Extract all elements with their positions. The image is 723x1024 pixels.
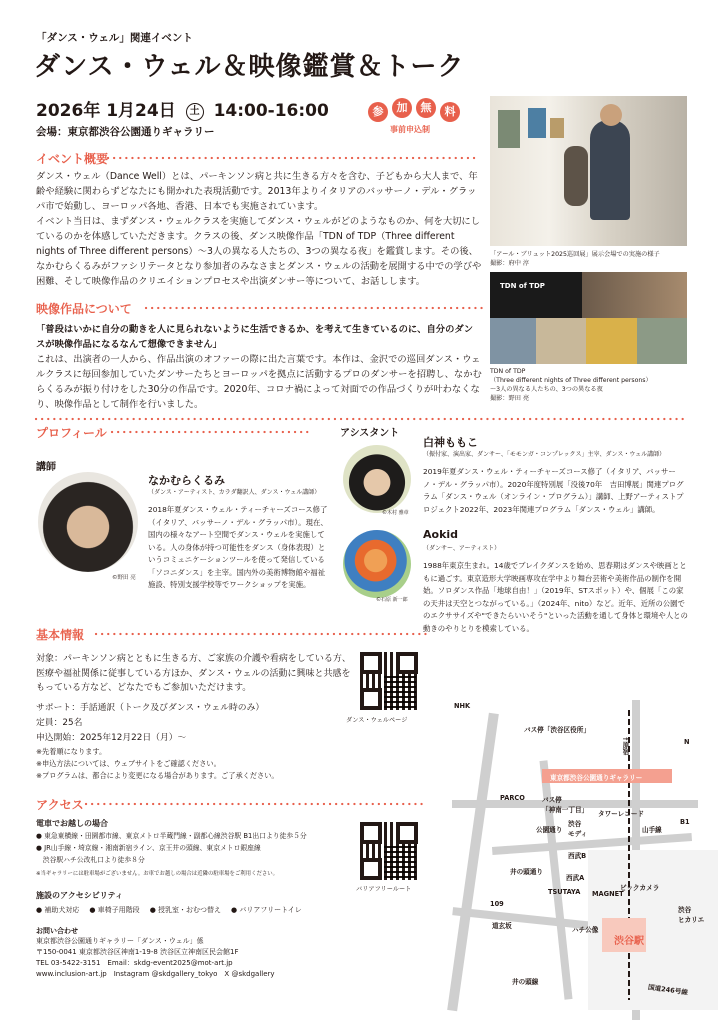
accessibility-item: ● バリアフリートイレ: [231, 906, 302, 914]
map-label: MAGNET: [592, 890, 624, 898]
assistant-role: （ダンサー、アーティスト）: [423, 545, 501, 552]
assistant-name: Aokid: [423, 528, 459, 541]
map-label: 井の頭通り: [510, 868, 543, 876]
lecturer-name: なかむらくるみ: [148, 474, 225, 487]
lecturer-label: 講師: [36, 462, 56, 473]
dance-well-qr-code[interactable]: [360, 652, 418, 710]
qr-caption: バリアフリールート: [356, 886, 412, 893]
accessibility-list: [36, 905, 302, 915]
map-label: 渋谷駅: [614, 936, 644, 947]
accessibility-item: ● 車椅子用階段: [89, 906, 140, 914]
map-label: NHK: [454, 702, 471, 710]
time-text: 14:00-16:00: [213, 101, 329, 121]
film-section-title: 映像作品について: [36, 302, 132, 316]
film-quote: 「普段はいかに自分の動きを人に見られないように生活できるか、を考えて生きているのに、自分のダンスが映像作品になるなんて想像できません」: [36, 324, 474, 350]
map-label: 渋谷 ヒカリエ: [678, 906, 705, 924]
contact-line: www.inclusion-art.jp Instagram @skdgallery_tokyo X @skdgallery: [36, 970, 275, 978]
film-still: [490, 272, 687, 364]
film-caption-3: 〜3人の異なる人たちの、3つの異なる夜: [490, 386, 603, 393]
assistant-role: （振付家、演出家、ダンサー、「モモンガ・コンプレックス」主宰、ダンス・ウェル講師）: [423, 451, 666, 458]
map-label: PARCO: [500, 794, 525, 802]
divider-dots: [146, 305, 482, 311]
gallery-credit: 撮影：府中 淳: [490, 260, 530, 267]
map-label: 道玄坂: [492, 922, 512, 930]
badge-char: 料: [440, 102, 460, 122]
assistant-label: アシスタント: [340, 428, 400, 439]
map-label: 井の頭線: [512, 978, 539, 986]
film-body: これは、出演者の一人から、作品出演のオファーの際に出た言葉です。本作は、金沢での巡回ダンス・ウェルクラスに毎回参加していたダンサーたちとヨーロッパを拠点に活動するプロのダンサーを招聘し、なかむらくるみが振り付けをした30分の作品です。2020年、コロナ禍によって対面での作品づくりが叶わなくなり、映像作品として制作を行いました。: [36, 354, 482, 410]
map-label: B1: [680, 818, 690, 826]
train-heading: 電車でお越しの場合: [36, 819, 108, 828]
date-text: 2026年 1月24日: [36, 101, 176, 121]
film-caption-1: TDN of TDP: [490, 368, 526, 375]
assistant-photo: [343, 445, 411, 513]
film-title-overlay: TDN of TDP: [500, 282, 545, 290]
contact-line: 東京都渋谷公園通りギャラリー「ダンス・ウェル」係: [36, 937, 204, 945]
divider-dots: [96, 631, 426, 637]
assistant-photo: [343, 530, 411, 598]
lecturer-role: （ダンス・アーティスト、カラダ翻訳人、ダンス・ウェル講師）: [148, 489, 321, 496]
info-note: ※プログラムは、都合により変更になる場合があります。ご了承ください。: [36, 771, 279, 780]
badge-char: 加: [392, 98, 412, 118]
event-overview-p1: ダンス・ウェル（Dance Well）とは、パーキンソン病と共に生きる方々を含む、子どもから大人まで、年齢や経験に関わらずどなたにも開かれた表現活動です。2013年よりイタリアのバッサーノ・デル・グラッパ市で始動し、ヨーロッパ各地、香港、日本でも実施されています。: [36, 171, 478, 212]
divider-dots: [108, 155, 478, 161]
lecturer-photo: [38, 472, 138, 572]
page-title: ダンス・ウェル＆映像鑑賞＆トーク: [34, 52, 465, 82]
basic-info-title: 基本情報: [36, 628, 85, 642]
accessibility-item: ● 授乳室・おむつ替え: [149, 906, 222, 914]
free-badge: [368, 98, 478, 138]
qr-caption: ダンス・ウェルページ: [346, 717, 408, 724]
map-label: 山手線: [642, 826, 662, 834]
access-map: [452, 700, 705, 1020]
gallery-photo: [490, 96, 687, 246]
assistant-name: 白神ももこ: [423, 436, 478, 449]
venue: 会場：東京都渋谷公園通りギャラリー: [36, 126, 215, 138]
film-credit: 撮影：野田 亮: [490, 395, 530, 402]
accessibility-item: ● 補助犬対応: [36, 906, 80, 914]
profile-title: プロフィール: [36, 426, 107, 440]
map-label: TSUTAYA: [548, 888, 581, 896]
map-label: タワーレコード: [598, 810, 645, 818]
contact-heading: お問い合わせ: [36, 927, 78, 935]
map-label: 公園通り: [536, 826, 563, 834]
badge-note: 事前申込制: [390, 125, 430, 134]
weekday-circle: 土: [186, 103, 204, 121]
film-caption-2: （Three different nights of Three different persons）: [490, 377, 652, 384]
assistant-bio: 2019年夏ダンス・ウェル・ティーチャーズコース修了（イタリア、バッサーノ・デル・グラッパ市）。2020年度特別展「没後70年 吉田博展」関連プログラム「ダンス・ウェル（オンライン・プログラム）」講師、上野アーティストプロジェクト2022年、2023年関連プログラム「ダンス・ウェル」講師。: [423, 467, 684, 514]
access-title: アクセス: [36, 798, 84, 812]
capacity-text: 定員：25名: [36, 718, 83, 728]
event-date: [36, 96, 329, 121]
pre-title: 「ダンス・ウェル」関連イベント: [36, 32, 193, 44]
map-label: ビックカメラ: [620, 884, 660, 892]
map-label: ハチ公像: [572, 926, 599, 934]
map-label: ↑原宿: [621, 736, 629, 755]
contact-line: TEL 03-5422-3151 Email：skdg-event2025@mot-art.jp: [36, 959, 233, 967]
lecturer-photo-credit: ©野田 亮: [112, 575, 136, 581]
event-overview-p2: イベント当日は、まずダンス・ウェルクラスを実施してダンス・ウェルがどのようなものか、何を大切にしているのかを体感していただきます。クラスの後、ダンス映像作品「TDN of TDP（Three different nights of Three different persons）〜3人の異なる人たちの、3つの異なる夜」を鑑賞します。その後、なかむらくるみがファシリテータとなり参加者のみなさまとダンス・ウェルの活動を展開する中での学びや困難、そして映像作品のクリエイションプロセスや出演ダンサー等について、お話しします。: [36, 216, 482, 287]
train-line: 渋谷駅ハチ公改札口より徒歩８分: [36, 856, 145, 864]
train-line: ● JR山手線・埼京線・湘南新宿ライン、京王井の頭線、東京メトロ銀座線: [36, 844, 261, 852]
badge-char: 参: [368, 102, 388, 122]
event-overview-title: イベント概要: [36, 152, 109, 166]
target-text: 対象：パーキンソン病とともに生きる方、ご家族の介護や看病をしている方、医療や福祉関係に従事している方ほか、ダンス・ウェルの活動に興味と共感をもっている方など、どなたでもご参加いただけます。: [36, 654, 351, 693]
barrier-free-qr-code[interactable]: [360, 822, 418, 880]
north-arrow: N: [684, 738, 690, 746]
map-label: 西武A: [566, 874, 585, 882]
map-label: 東京都渋谷公園通りギャラリー: [550, 774, 643, 782]
map-label: 109: [490, 900, 504, 908]
accessibility-heading: 施設のアクセシビリティ: [36, 891, 123, 900]
application-text: 申込開始：2025年12月22日（月）〜: [36, 733, 187, 743]
map-label: 西武B: [568, 852, 587, 860]
assistant-bio: 1988年東京生まれ。14歳でブレイクダンスを始め、思春期はダンスや映画とともに過ごす。東京造形大学映画専攻在学中より舞台芸術や美術作品の制作を開始。ソロダンス作品「地球自由！」（2019年、STスポット）や、個展「この家の天井は天空とつながっている。」（2024年、nito）など。近年、近所の公園でのエクササイズや"できたらいいそう"といった活動を通して身体と環境や人との動きのやりとりを模索している。: [423, 561, 688, 633]
divider-dots: [86, 801, 422, 807]
assistant-photo-credit: ©石原 新一郎: [376, 597, 408, 603]
info-note: ※先着順になります。: [36, 747, 107, 756]
train-line: ● 東急東横線・田園都市線、東京メトロ半蔵門線・副都心線渋谷駅 B1出口より徒歩５分: [36, 832, 307, 840]
lecturer-bio: 2018年夏ダンス・ウェル・ティーチャーズコース修了（イタリア、バッサーノ・デル・グラッパ市）。現在、国内の様々なアート空間でダンス・ウェルを実施している。人の身体が持つ可能性をダンス（身体表現）というコミュニケーションツールを使って発信している「ソコニダンス」を主宰。国内外の美術博物館や福祉施設、特別支援学校等でワークショップを実施。: [148, 505, 328, 589]
info-note: ※申込方法については、ウェブサイトをご確認ください。: [36, 759, 221, 768]
map-label: バス停「渋谷区役所」: [524, 726, 590, 734]
badge-char: 無: [416, 98, 436, 118]
parking-note: ※当ギャラリーには駐車場がございません。お車でお越しの場合は近隣の駐車場をご利用ください。: [36, 871, 279, 877]
divider-dots: [36, 416, 686, 422]
support-text: サポート：手話通訳（トーク及びダンス・ウェル時のみ）: [36, 703, 265, 713]
map-label: バス停 「神南一丁目」: [542, 796, 589, 814]
assistant-photo-credit: ©木村 雅章: [382, 510, 409, 516]
contact-line: 〒150-0041 東京都渋谷区神南1-19-8 渋谷区立神南区民会館1F: [36, 948, 239, 956]
map-label: 渋谷 モディ: [568, 820, 588, 838]
gallery-caption: 「アール・ブリュット2025巡回展」展示会場での実施の様子: [490, 251, 660, 258]
map-label: 国道246号線: [647, 983, 689, 997]
divider-dots: [112, 429, 312, 435]
